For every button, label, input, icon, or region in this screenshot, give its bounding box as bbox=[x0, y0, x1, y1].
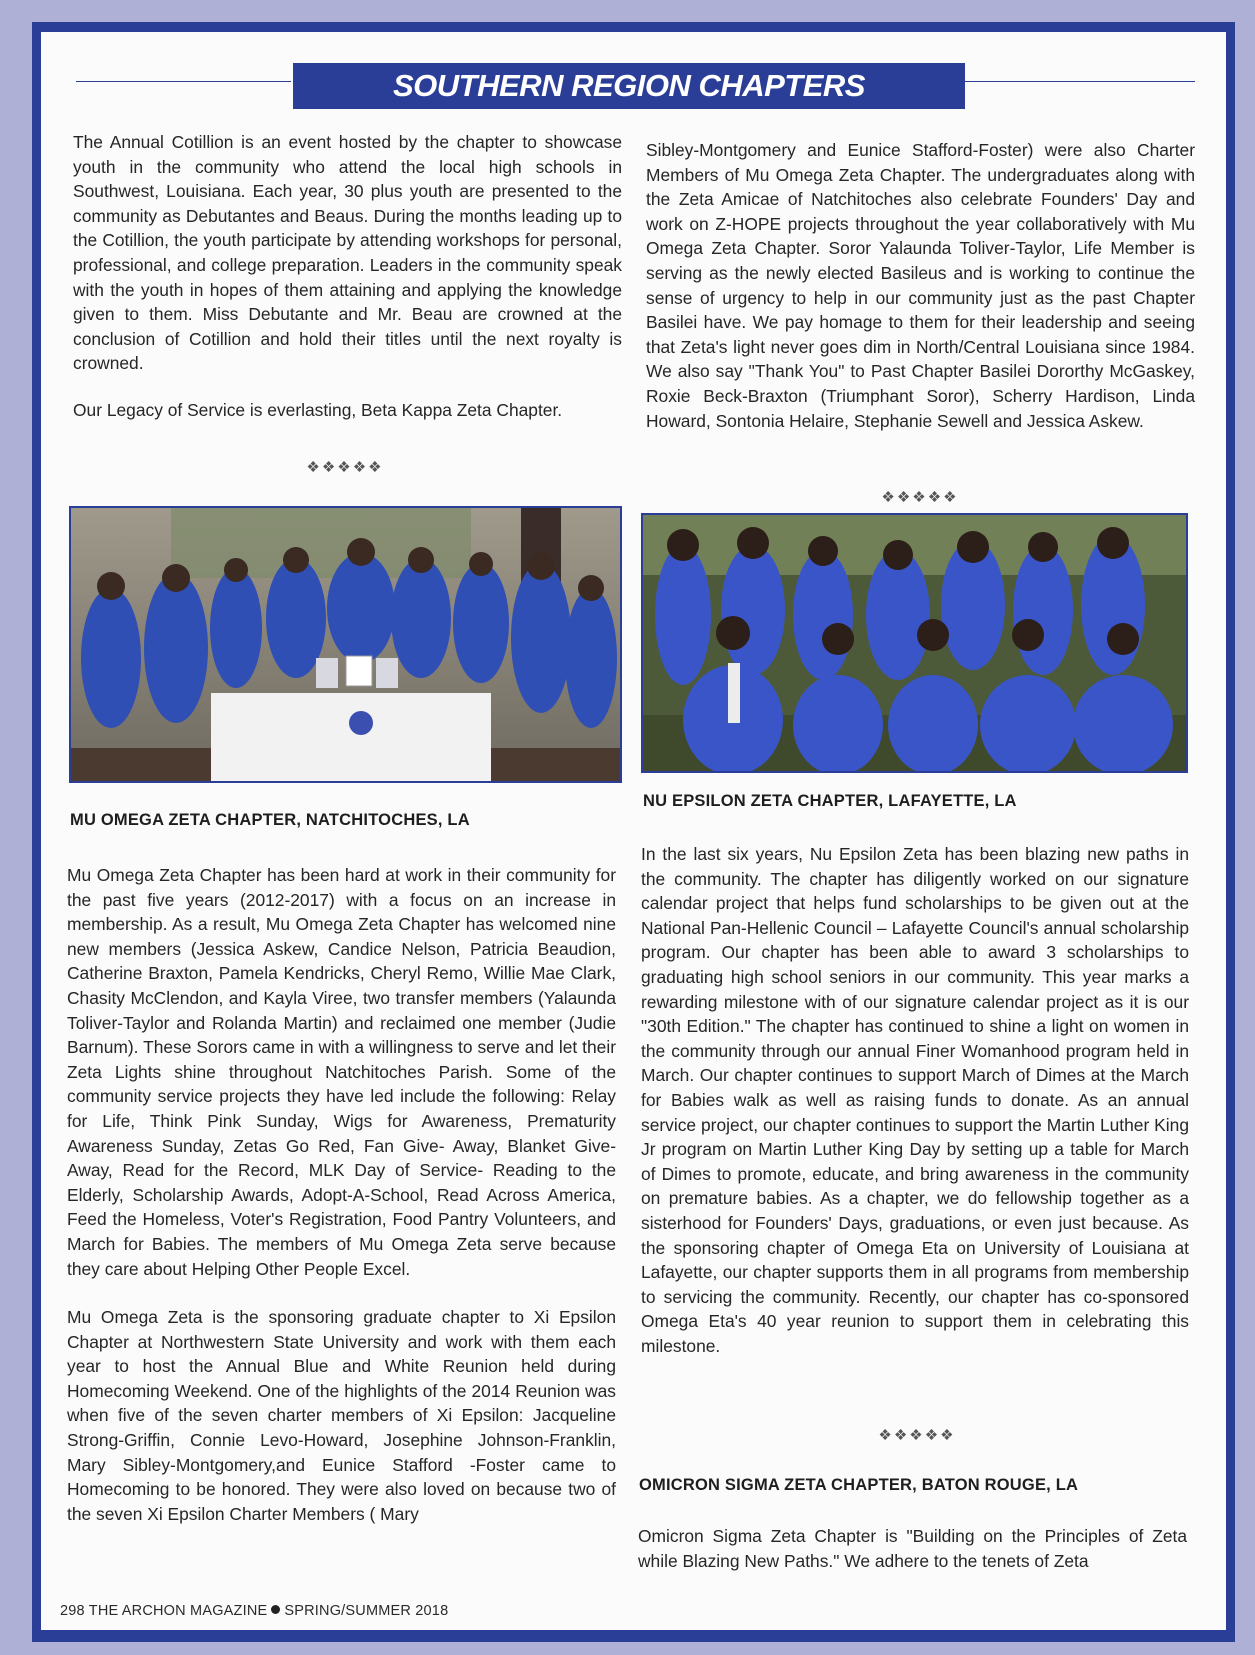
page-footer bbox=[60, 1603, 448, 1619]
separator-ornament: ❖❖❖❖❖ bbox=[306, 459, 384, 476]
separator-ornament: ❖❖❖❖❖ bbox=[881, 489, 959, 506]
omicron-sigma-zeta-paragraph: Omicron Sigma Zeta Chapter is "Building on the Principles of Zeta while Blazing New Paths." We adhere to the tenets of Zeta bbox=[638, 1526, 1187, 1571]
issue-name: SPRING/SUMMER 2018 bbox=[284, 1603, 449, 1619]
right-continuation-text bbox=[646, 138, 1195, 433]
bullet-icon bbox=[271, 1605, 280, 1614]
omicron-sigma-zeta-text bbox=[638, 1524, 1187, 1573]
separator-ornament: ❖❖❖❖❖ bbox=[878, 1427, 956, 1444]
cotillion-paragraph: The Annual Cotillion is an event hosted by the chapter to showcase youth in the community who attend the local high schools in Southwest, Louisiana. Each year, 30 plus youth are presented to the community as Debutantes and Beaus. During the months leading up to the Cotillion, the youth participate by attending workshops for personal, professional, and college preparation. Leaders in the community speak with the youth in hopes of them attaining and applying the knowledge given to them. Miss Debutante and Mr. Beau are crowned at the conclusion of Cotillion and hold their titles until the next royalty is crowned. bbox=[73, 132, 622, 374]
page-title-banner: SOUTHERN REGION CHAPTERS bbox=[293, 63, 965, 109]
legacy-paragraph: Our Legacy of Service is everlasting, Beta Kappa Zeta Chapter. bbox=[73, 399, 563, 420]
header-rule-right bbox=[965, 81, 1195, 82]
nu-epsilon-zeta-paragraph: In the last six years, Nu Epsilon Zeta has been blazing new paths in the community. The chapter has diligently worked on our signature calendar project that helps fund scholarships to be given out at the National Pan-Hellenic Council – Lafayette Council's annual scholarship program. Our chapter has been able to award 3 scholarships to graduating high school seniors in our community. This year marks a rewarding milestone with of our signature calendar project as it is our "30th Edition." The chapter has continued to shine a light on women in the community through our annual Finer Womanhood program held in March. Our chapter continues to support March of Dimes at the March for Babies walk as well as raising funds to donate. As an annual service project, our chapter continues to support the Martin Luther King Jr program on Martin Luther King Day by setting up a table for March of Dimes to promote, educate, and bring awareness in the community on premature babies. As a chapter, we do fellowship together as a sisterhood for Founders' Days, graduations, or even just because. As the sponsoring chapter of Omega Eta on University of Louisiana at Lafayette, our chapter supports them in all programs from membership to servicing the community. Recently, our chapter has co-sponsored Omega Eta's 40 year reunion to support them in celebrating this milestone. bbox=[641, 844, 1189, 1356]
mu-omega-zeta-text bbox=[67, 863, 616, 1526]
nu-epsilon-zeta-text bbox=[641, 842, 1189, 1358]
nu-epsilon-zeta-group-photo bbox=[641, 513, 1188, 773]
omicron-sigma-zeta-heading: OMICRON SIGMA ZETA CHAPTER, BATON ROUGE, LA bbox=[639, 1476, 1079, 1494]
nu-epsilon-zeta-heading: NU EPSILON ZETA CHAPTER, LAFAYETTE, LA bbox=[643, 792, 1017, 810]
mu-omega-zeta-group-photo bbox=[69, 506, 622, 783]
publication-name: THE ARCHON MAGAZINE bbox=[88, 1603, 268, 1619]
mu-omega-zeta-paragraph-2: Mu Omega Zeta is the sponsoring graduate chapter to Xi Epsilon Chapter at Northwestern State University and work with them each year to host the Annual Blue and White Reunion held during Homecoming Weekend. One of the highlights of the 2014 Reunion was when five of the seven charter members of Xi Epsilon: Jacqueline Strong-Griffin, Connie Levo-Howard, Josephine Johnson-Franklin, Mary Sibley-Montgomery,and Eunice Stafford -Foster came to Homecoming to be honored. They were also loved on because two of the seven Xi Epsilon Charter Members ( Mary bbox=[67, 1307, 616, 1524]
left-intro-text bbox=[73, 130, 622, 423]
mu-omega-zeta-heading: MU OMEGA ZETA CHAPTER, NATCHITOCHES, LA bbox=[70, 811, 470, 829]
mu-omega-zeta-continuation: Sibley-Montgomery and Eunice Stafford-Foster) were also Charter Members of Mu Omega Zeta Chapter. The undergraduates along with the Zeta Amicae of Natchitoches also celebrate Founders' Day and work on Z-HOPE projects throughout the year collaboratively with Mu Omega Zeta Chapter. Soror Yalaunda Toliver-Taylor, Life Member is serving as the newly elected Basileus and is working to continue the sense of urgency to help in our community just as the past Chapter Basilei have. We pay homage to them for their leadership and seeing that Zeta's light never goes dim in North/Central Louisiana since 1984. We also say "Thank You" to Past Chapter Basilei Dororthy McGaskey, Roxie Beck-Braxton (Triumphant Soror), Scherry Hardison, Linda Howard, Sontonia Helaire, Stephanie Sewell and Jessica Askew. bbox=[646, 140, 1195, 431]
page-number: 298 bbox=[60, 1603, 85, 1619]
mu-omega-zeta-paragraph-1: Mu Omega Zeta Chapter has been hard at work in their community for the past five years (2012-2017) with a focus on an increase in membership. As a result, Mu Omega Zeta Chapter has welcomed nine new members (Jessica Askew, Candice Nelson, Patricia Beaudion, Catherine Braxton, Pamela Kendricks, Cheryl Remo, Willie Mae Clark, Chasity McClendon, and Kayla Viree, two transfer members (Yalaunda Toliver-Taylor and Rolanda Martin) and reclaimed one member (Judie Barnum). These Sorors came in with a willingness to serve and let their Zeta Lights shine throughout Natchitoches Parish. Some of the community service projects they have led include the following: Relay for Life, Think Pink Sunday, Wigs for Awareness, Prematurity Awareness Sunday, Zetas Go Red, Fan Give- Away, Blanket Give-Away, Read for the Record, MLK Day of Service- Reading to the Elderly, Scholarship Awards, Adopt-A-School, Read Across America, Feed the Homeless, Voter's Registration, Food Pantry Volunteers, and March for Babies. The members of Mu Omega Zeta serve because they care about Helping Other People Excel. bbox=[67, 865, 616, 1279]
header-rule-left bbox=[76, 81, 291, 82]
